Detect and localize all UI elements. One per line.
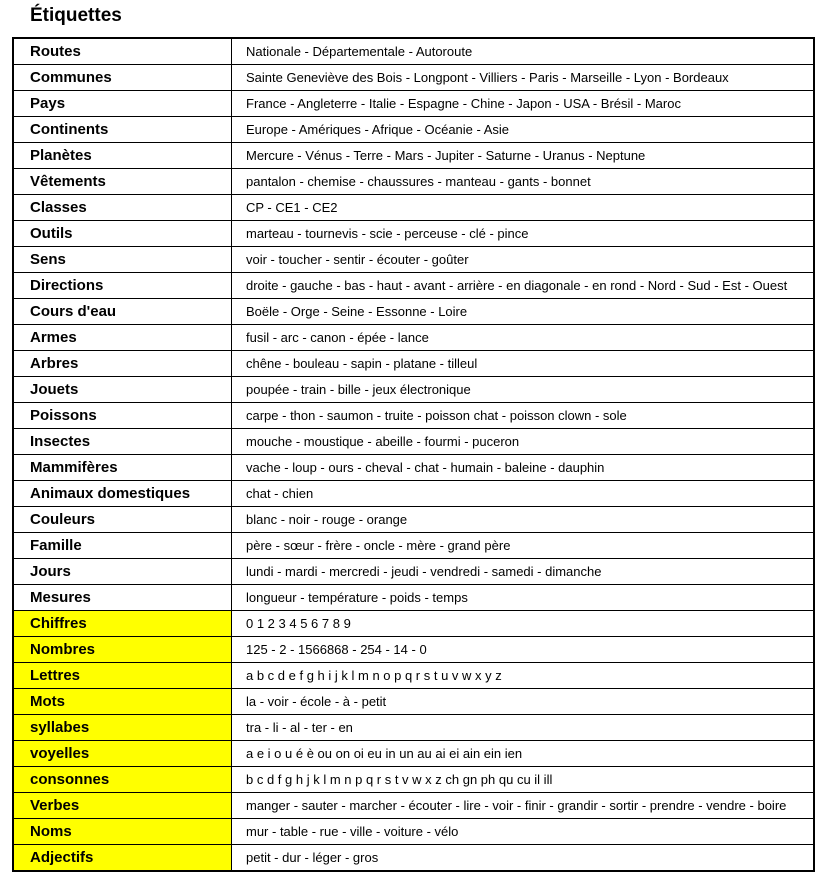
table-row — [13, 221, 814, 247]
table-row — [13, 507, 814, 533]
values-cell: fusil - arc - canon - épée - lance — [232, 325, 815, 351]
table-row — [13, 38, 814, 65]
values-cell: blanc - noir - rouge - orange — [232, 507, 815, 533]
table-row — [13, 247, 814, 273]
category-cell: syllabes — [13, 715, 232, 741]
category-cell: Continents — [13, 117, 232, 143]
table-row — [13, 715, 814, 741]
values-cell: a b c d e f g h i j k l m n o p q r s t u v w x y z — [232, 663, 815, 689]
category-cell: Communes — [13, 65, 232, 91]
category-cell: Jours — [13, 559, 232, 585]
values-cell: a e i o u é è ou on oi eu in un au ai ei ain ein ien — [232, 741, 815, 767]
values-cell: petit - dur - léger - gros — [232, 845, 815, 872]
table-row — [13, 559, 814, 585]
values-cell: CP - CE1 - CE2 — [232, 195, 815, 221]
values-cell: lundi - mardi - mercredi - jeudi - vendredi - samedi - dimanche — [232, 559, 815, 585]
category-cell: Nombres — [13, 637, 232, 663]
category-cell: Animaux domestiques — [13, 481, 232, 507]
values-cell: France - Angleterre - Italie - Espagne - Chine - Japon - USA - Brésil - Maroc — [232, 91, 815, 117]
values-cell: Sainte Geneviève des Bois - Longpont - Villiers - Paris - Marseille - Lyon - Bordeaux — [232, 65, 815, 91]
values-cell: 0 1 2 3 4 5 6 7 8 9 — [232, 611, 815, 637]
table-row — [13, 455, 814, 481]
values-cell: mouche - moustique - abeille - fourmi - puceron — [232, 429, 815, 455]
category-cell: consonnes — [13, 767, 232, 793]
values-cell: Mercure - Vénus - Terre - Mars - Jupiter - Saturne - Uranus - Neptune — [232, 143, 815, 169]
category-cell: Jouets — [13, 377, 232, 403]
values-cell: vache - loup - ours - cheval - chat - humain - baleine - dauphin — [232, 455, 815, 481]
labels-table-body — [13, 38, 814, 871]
table-row — [13, 325, 814, 351]
values-cell: tra - li - al - ter - en — [232, 715, 815, 741]
values-cell: Nationale - Départementale - Autoroute — [232, 38, 815, 65]
category-cell: Couleurs — [13, 507, 232, 533]
values-cell: chat - chien — [232, 481, 815, 507]
table-row — [13, 793, 814, 819]
table-row — [13, 403, 814, 429]
table-row — [13, 91, 814, 117]
values-cell: carpe - thon - saumon - truite - poisson chat - poisson clown - sole — [232, 403, 815, 429]
values-cell: manger - sauter - marcher - écouter - lire - voir - finir - grandir - sortir - prendre - vendre - boire — [232, 793, 815, 819]
category-cell: Verbes — [13, 793, 232, 819]
table-row — [13, 273, 814, 299]
table-row — [13, 143, 814, 169]
category-cell: Lettres — [13, 663, 232, 689]
category-cell: Insectes — [13, 429, 232, 455]
category-cell: Vêtements — [13, 169, 232, 195]
category-cell: Classes — [13, 195, 232, 221]
values-cell: marteau - tournevis - scie - perceuse - clé - pince — [232, 221, 815, 247]
table-row — [13, 533, 814, 559]
table-row — [13, 637, 814, 663]
table-row — [13, 299, 814, 325]
category-cell: Mammifères — [13, 455, 232, 481]
category-cell: Directions — [13, 273, 232, 299]
table-row — [13, 585, 814, 611]
values-cell: mur - table - rue - ville - voiture - vélo — [232, 819, 815, 845]
values-cell: b c d f g h j k l m n p q r s t v w x z ch gn ph qu cu il ill — [232, 767, 815, 793]
table-row — [13, 117, 814, 143]
category-cell: Noms — [13, 819, 232, 845]
category-cell: Outils — [13, 221, 232, 247]
category-cell: Arbres — [13, 351, 232, 377]
table-row — [13, 377, 814, 403]
table-row — [13, 845, 814, 872]
category-cell: Routes — [13, 38, 232, 65]
values-cell: chêne - bouleau - sapin - platane - tilleul — [232, 351, 815, 377]
category-cell: Planètes — [13, 143, 232, 169]
values-cell: longueur - température - poids - temps — [232, 585, 815, 611]
values-cell: 125 - 2 - 1566868 - 254 - 14 - 0 — [232, 637, 815, 663]
category-cell: Cours d'eau — [13, 299, 232, 325]
table-row — [13, 351, 814, 377]
category-cell: Armes — [13, 325, 232, 351]
table-row — [13, 195, 814, 221]
values-cell: père - sœur - frère - oncle - mère - grand père — [232, 533, 815, 559]
category-cell: Mots — [13, 689, 232, 715]
category-cell: Famille — [13, 533, 232, 559]
table-row — [13, 169, 814, 195]
table-row — [13, 481, 814, 507]
values-cell: droite - gauche - bas - haut - avant - arrière - en diagonale - en rond - Nord - Sud - Est - Ouest — [232, 273, 815, 299]
category-cell: Adjectifs — [13, 845, 232, 872]
table-row — [13, 689, 814, 715]
category-cell: Chiffres — [13, 611, 232, 637]
values-cell: poupée - train - bille - jeux électronique — [232, 377, 815, 403]
values-cell: Boële - Orge - Seine - Essonne - Loire — [232, 299, 815, 325]
category-cell: Sens — [13, 247, 232, 273]
table-row — [13, 767, 814, 793]
table-row — [13, 429, 814, 455]
table-row — [13, 741, 814, 767]
category-cell: Mesures — [13, 585, 232, 611]
table-row — [13, 663, 814, 689]
category-cell: voyelles — [13, 741, 232, 767]
values-cell: pantalon - chemise - chaussures - manteau - gants - bonnet — [232, 169, 815, 195]
values-cell: Europe - Amériques - Afrique - Océanie - Asie — [232, 117, 815, 143]
category-cell: Poissons — [13, 403, 232, 429]
page-title: Étiquettes — [30, 5, 122, 26]
table-row — [13, 611, 814, 637]
table-row — [13, 819, 814, 845]
values-cell: voir - toucher - sentir - écouter - goûter — [232, 247, 815, 273]
labels-table — [12, 37, 815, 872]
table-row — [13, 65, 814, 91]
category-cell: Pays — [13, 91, 232, 117]
values-cell: la - voir - école - à - petit — [232, 689, 815, 715]
